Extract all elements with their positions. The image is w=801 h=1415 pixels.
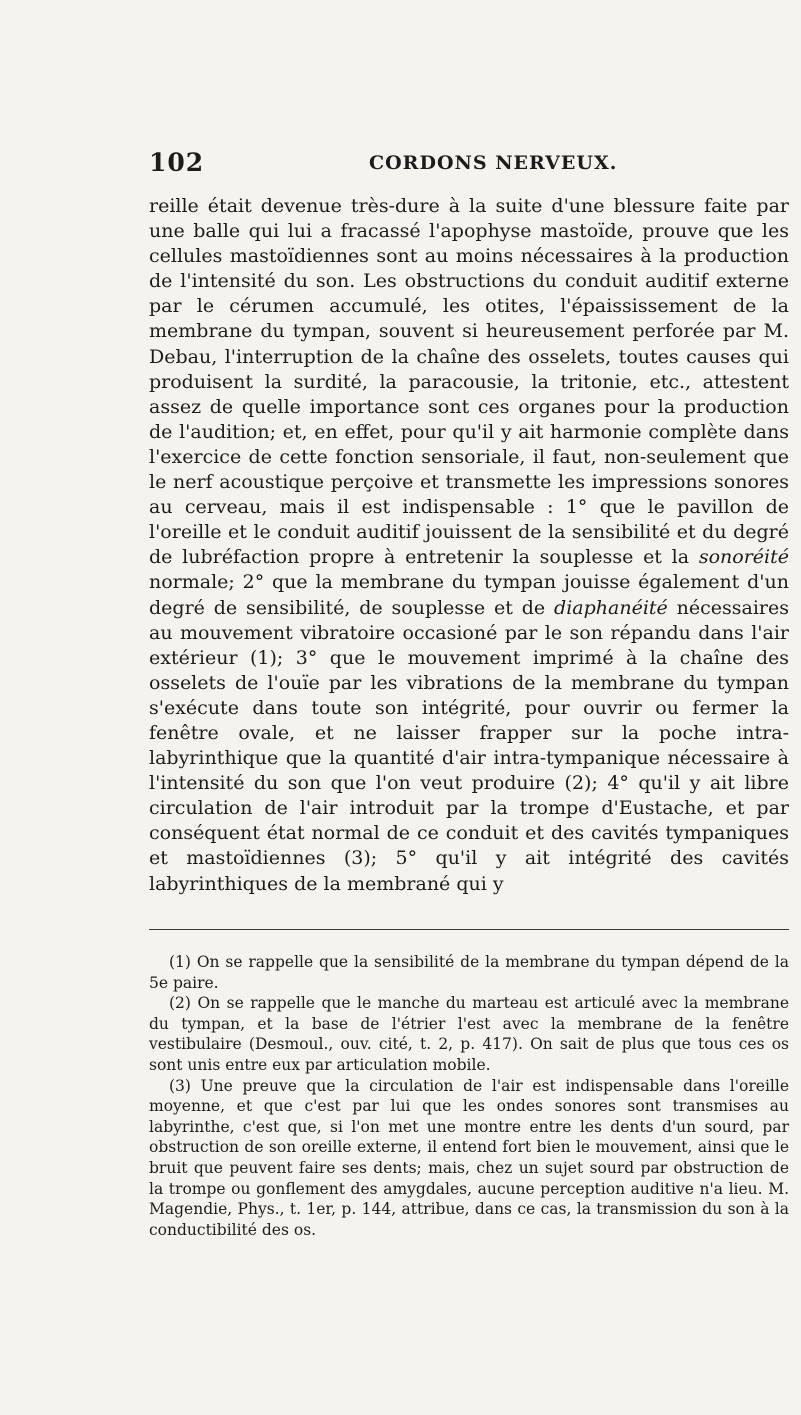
page-number: 102 [149,148,205,177]
body-text-part-2: normale; 2° que la membrane du tympan jouisse également d'un degré de sensibilité, de souplesse et de [149,571,789,619]
footnote-3: (3) Une preuve que la circulation de l'air est indispensable dans l'oreille moyenne, et que c'est par lui que les ondes sonores sont transmises au labyrinthe, c'est que, si l'on met une montre entre les dents d'un sourd, par obstruction de son oreille externe, il entend fort bien le mouvement, ainsi que le bruit que peuvent faire ses dents; mais, chez un sujet sourd par obstruction de la trompe ou gonflement des amygdales, aucune perception auditive n'a lieu. M. Magendie, Phys., t. 1er, p. 144, attribue, dans ce cas, la transmission du son à la conductibilité des os. [149,1076,789,1239]
footnote-2: (2) On se rappelle que le manche du marteau est articulé avec la membrane du tympan, et la base de l'étrier l'est avec la membrane de la fenêtre vestibulaire (Desmoul., ouv. cité, t. 2, p. 417). On sait de plus que tous ces os sont unis entre eux par articulation mobile. [149,994,789,1074]
italic-term-diaphaneite: diaphanéité [554,596,668,619]
italic-term-sonoreite: sonoréité [698,546,789,569]
body-text-part-1: reille était devenue très-dure à la suite d'une blessure faite par une balle qui lui a fracassé l'apophyse mastoïde, prouve que les cellules mastoïdiennes sont au moins nécessaires à la production de l'intensité du son. Les obstructions du conduit auditif externe par le cérumen accumulé, les otites, l'épaississement de la membrane du tympan, souvent si heureusement perforée par M. Debau, l'interruption de la chaîne des osselets, toutes causes qui produisent la surdité, la paracousie, la tritonie, etc., attestent assez de quelle importance sont ces organes pour la production de l'audition; et, en effet, pour qu'il y ait harmonie complète dans l'exercice de cette fonction sensoriale, il faut, non-seulement que le nerf acoustique perçoive et transmette les impressions sonores au cerveau, mais il est indispensable : 1° que le pavillon de l'oreille et le conduit auditif jouissent de la sensibilité et du degré de lubréfaction propre à entretenir la souplesse et la [149,195,789,569]
body-text-part-3: nécessaires au mouvement vibratoire occasioné par le son répandu dans l'air extérieur (1); 3° que le mouvement imprimé à la chaîne des osselets de l'ouïe par les vibrations de la membrane du tympan s'exécute dans toute son intégrité, pour ouvrir ou fermer la fenêtre ovale, et ne laisser frapper sur la poche intra-labyrinthique que la quantité d'air intra-tympanique nécessaire à l'intensité du son que l'on veut produire (2); 4° qu'il y ait libre circulation de l'air introduit par la trompe d'Eustache, et par conséquent état normal de ce conduit et des cavités tympaniques et mastoïdiennes (3); 5° qu'il y ait intégrité des cavités labyrinthiques de la membrané qui y [149,596,789,895]
footnotes [149,952,789,1240]
footnote-separator [149,929,789,930]
main-text [149,194,789,897]
running-title: CORDONS NERVEUX. [369,152,618,174]
body-paragraph [149,194,789,897]
footnote-1: (1) On se rappelle que la sensibilité de la membrane du tympan dépend de la 5e paire. [149,953,789,992]
page-header [149,148,709,182]
